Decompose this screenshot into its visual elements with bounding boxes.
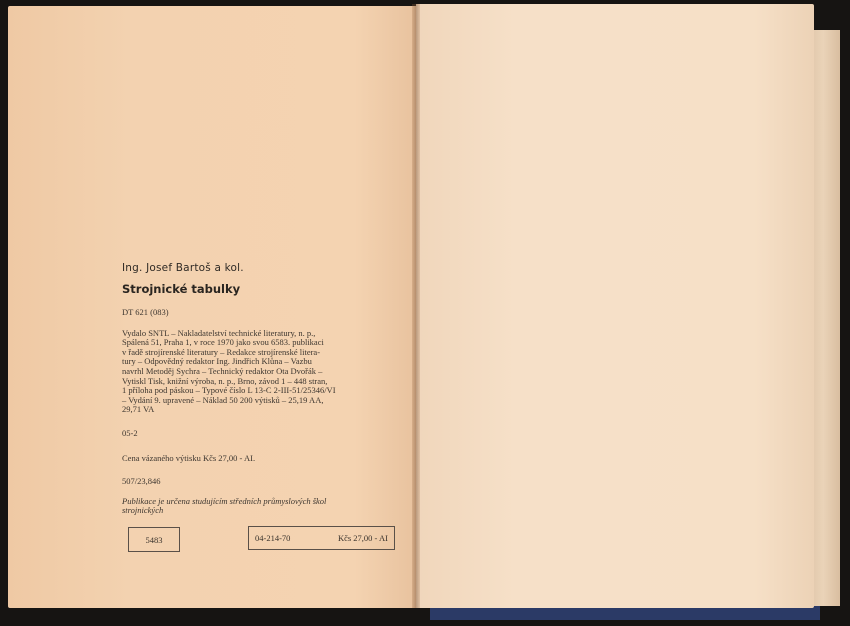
imprint-line: Spálená 51, Praha 1, v roce 1970 jako svou 6583. publikaci: [122, 337, 324, 348]
box-code: 04-214-70: [255, 533, 291, 543]
right-page-blank: [416, 4, 814, 608]
imprint-line: navrhl Metoděj Sychra – Technický redaktor Ota Dvořák –: [122, 365, 323, 376]
price-box: [248, 526, 395, 550]
price-line: Cena vázaného výtisku Kčs 27,00 - AI.: [122, 452, 256, 463]
imprint-line: Vydalo SNTL – Nakladatelství technické literatury, n. p.,: [122, 327, 316, 338]
book-author: Ing. Josef Bartoš a kol.: [122, 262, 244, 274]
imprint-line: 1 příloha pod páskou – Typové číslo L 13-C 2-III-51/25346/VI: [122, 385, 336, 396]
box-number: 5483: [145, 534, 163, 545]
imprint-line: Vytiskl Tisk, knižní výroba, n. p., Brno, závod 1 – 448 stran,: [122, 375, 328, 386]
code-507: 507/23,846: [122, 476, 161, 487]
imprint-line: – Vydání 9. upravené – Náklad 50 200 výtisků – 25,19 AA,: [122, 394, 324, 405]
page-stack-edge: [812, 30, 840, 606]
imprint-line: 29,71 VA: [122, 404, 155, 415]
number-box: [128, 527, 180, 552]
book-title: Strojnické tabulky: [122, 282, 241, 296]
dt-code: DT 621 (083): [122, 307, 169, 317]
note-line: strojnických: [122, 505, 164, 516]
audience-note: [122, 497, 398, 516]
imprint-text: [122, 329, 398, 415]
note-line: Publikace je určena studujícím středních průmyslových škol: [122, 495, 327, 506]
box-price: Kčs 27,00 - AI: [337, 533, 388, 543]
book-gutter: [412, 4, 420, 608]
imprint-line: tury – Odpovědný redaktor Ing. Jindřich Klůna – Vazbu: [122, 356, 312, 367]
imprint-block: [122, 262, 398, 516]
imprint-line: v řadě strojírenské literatury – Redakce strojírenské litera-: [122, 346, 321, 357]
code-05: 05-2: [122, 427, 138, 438]
